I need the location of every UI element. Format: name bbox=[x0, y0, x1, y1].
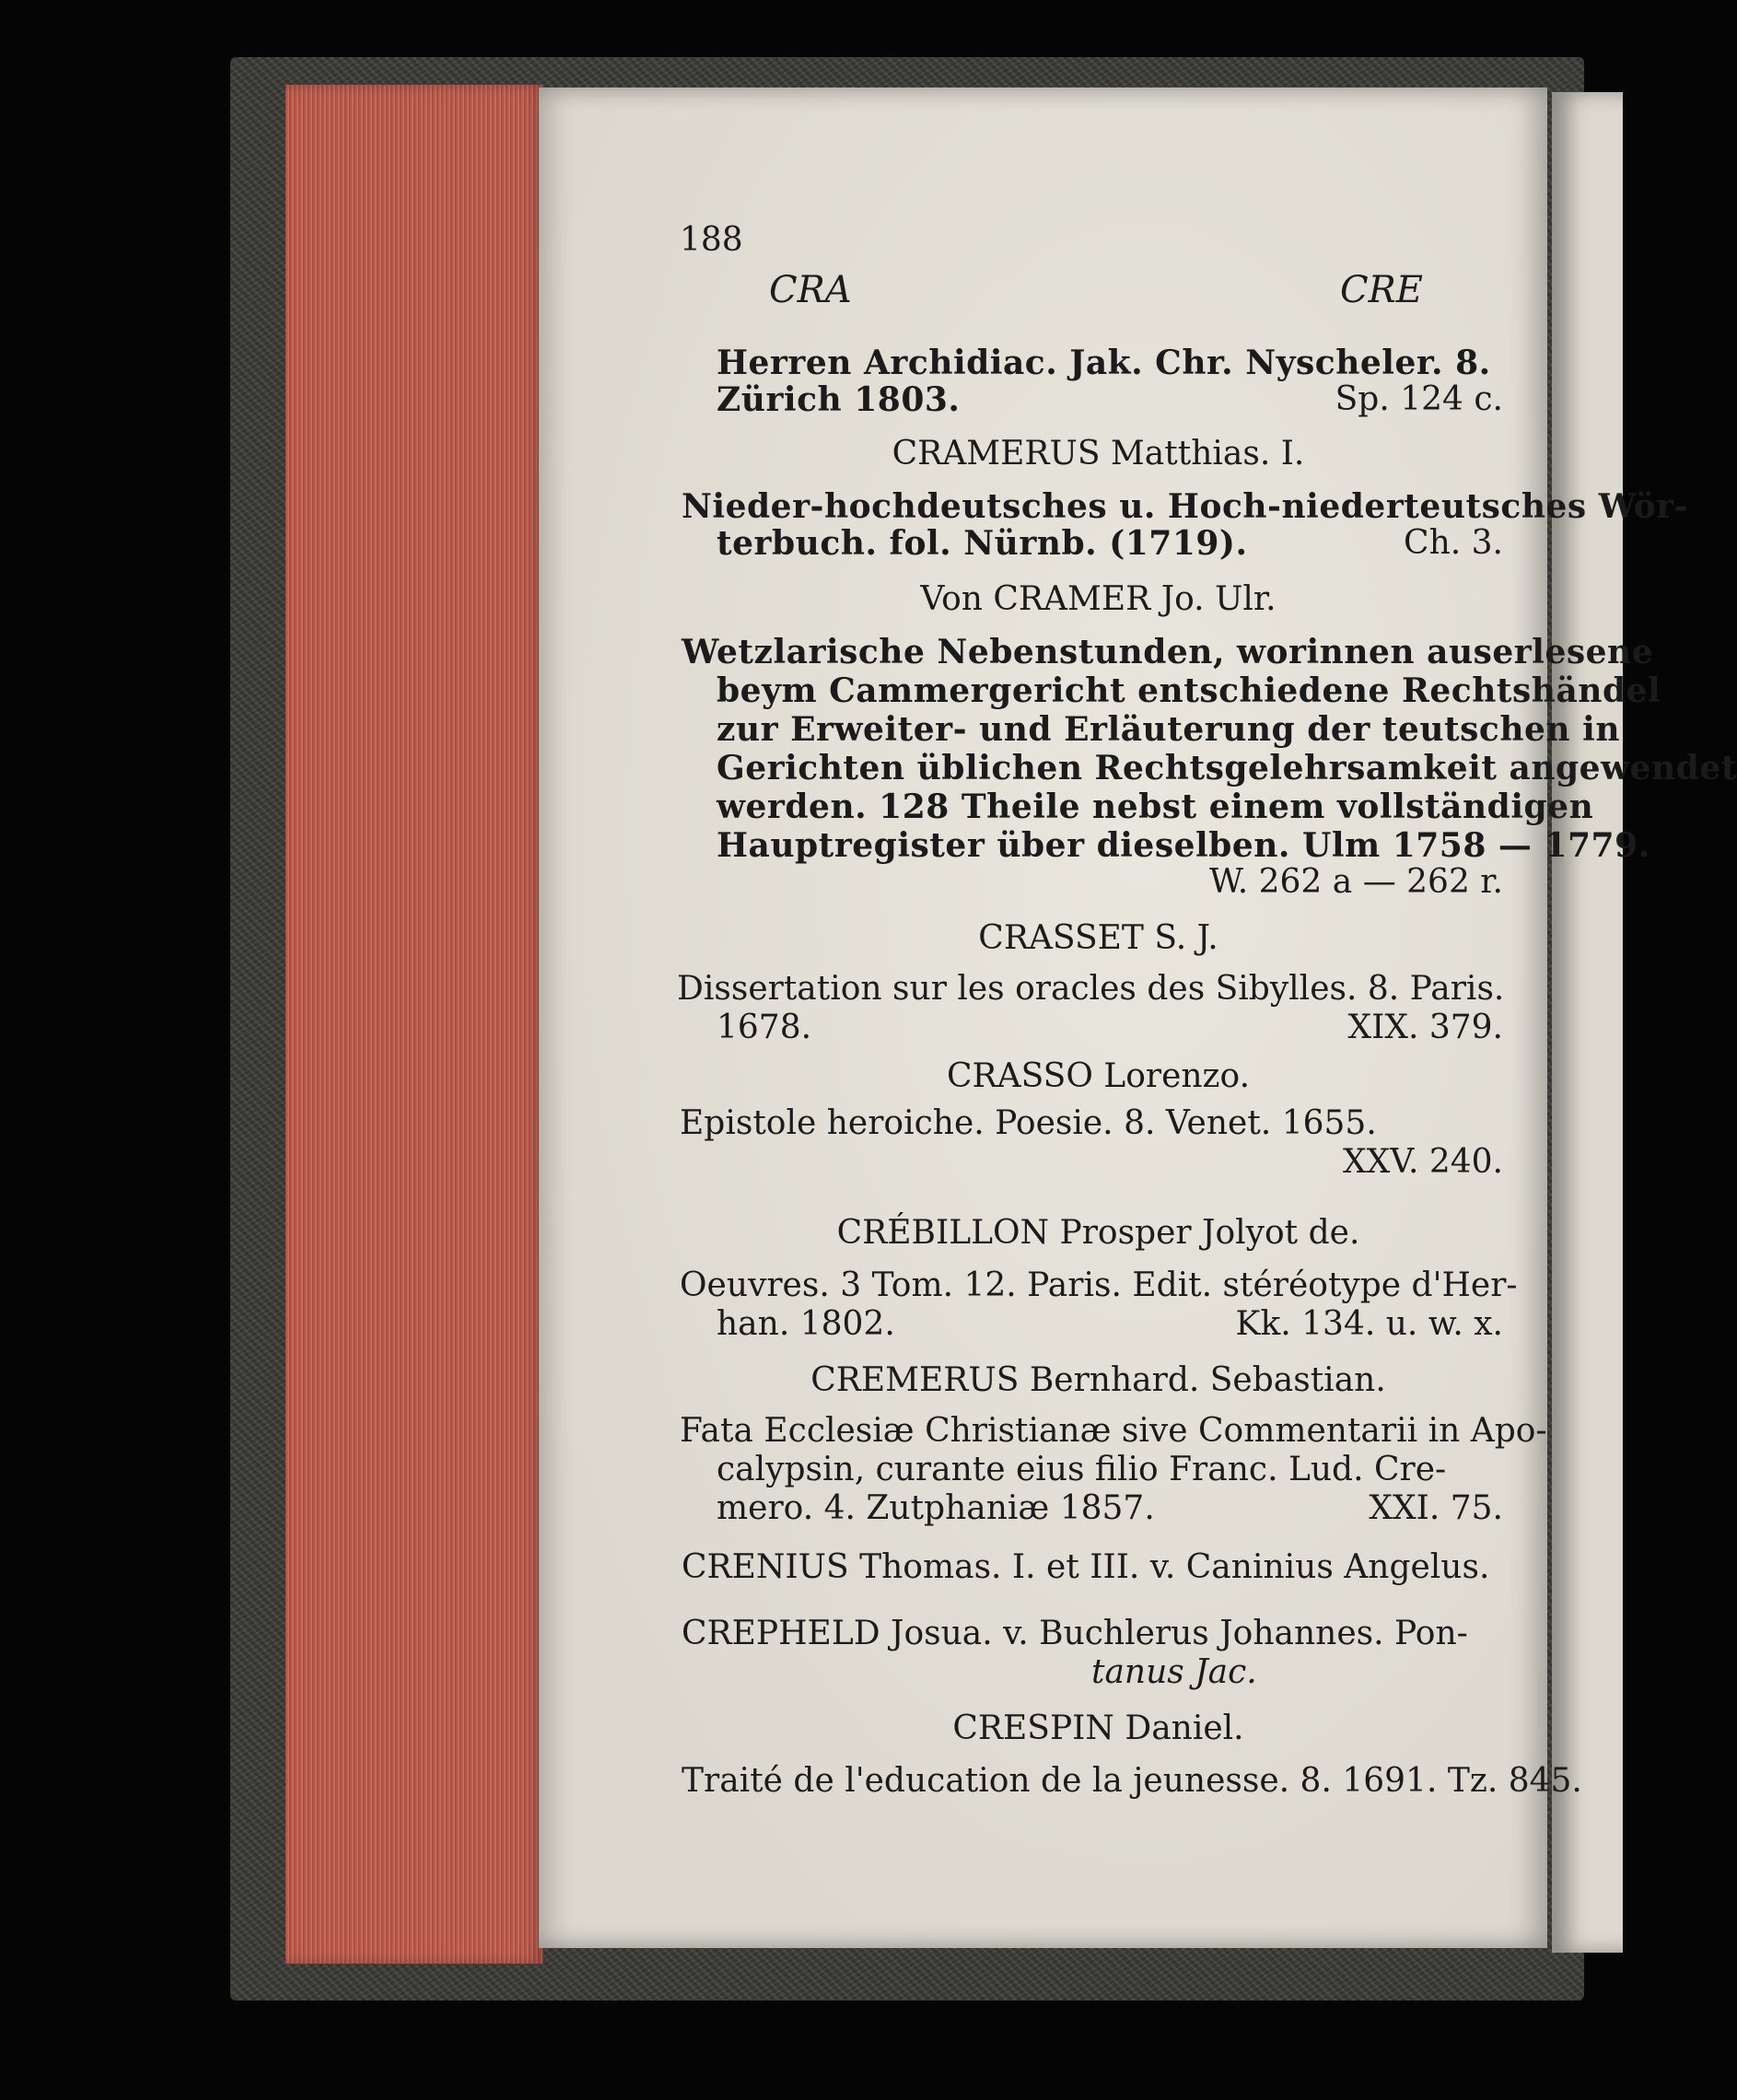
entry-reference: XIX. 379. bbox=[1347, 1009, 1503, 1046]
author-heading: CREPHELD Josua. v. Buchlerus Johannes. Pon- bbox=[682, 1615, 1468, 1652]
entry-reference: Ch. 3. bbox=[1404, 524, 1503, 562]
entry-line: mero. 4. Zutphaniæ 1857. bbox=[717, 1489, 1155, 1527]
entry-line: Traité de l'education de la jeunesse. 8. 1691. Tz. 845. bbox=[682, 1762, 1582, 1800]
author-heading: CRAMERUS Matthias. I. bbox=[892, 435, 1305, 472]
entry-line: tanus Jac. bbox=[1091, 1653, 1257, 1691]
entry-line: Epistole heroiche. Poesie. 8. Venet. 1655. bbox=[680, 1104, 1377, 1142]
entry-line: han. 1802. bbox=[717, 1305, 895, 1343]
entry-line: Zürich 1803. bbox=[717, 380, 961, 419]
entry-line: 1678. bbox=[717, 1009, 812, 1046]
entry-line: Fata Ecclesiæ Christianæ sive Commentarii in Apo- bbox=[680, 1412, 1547, 1450]
entry-reference: W. 262 a — 262 r. bbox=[1209, 863, 1503, 901]
entry-line: beym Cammergericht entschiedene Rechtshändel bbox=[717, 671, 1661, 710]
entry-line: Nieder-hochdeutsches u. Hoch-niederteutsches Wör- bbox=[682, 487, 1689, 526]
running-head-left: CRA bbox=[769, 269, 852, 311]
entry-line: werden. 128 Theile nebst einem vollständigen bbox=[717, 788, 1594, 826]
entry-line: Gerichten üblichen Rechtsgelehrsamkeit angewendet bbox=[717, 749, 1737, 788]
author-heading: CRASSO Lorenzo. bbox=[946, 1057, 1251, 1095]
facing-page-edge bbox=[1552, 92, 1623, 1953]
entry-line: Oeuvres. 3 Tom. 12. Paris. Edit. stéréotype d'Her- bbox=[680, 1266, 1518, 1304]
entry-reference: XXV. 240. bbox=[1342, 1143, 1503, 1181]
entry-line: Wetzlarische Nebenstunden, worinnen auserlesene bbox=[682, 633, 1654, 671]
author-heading: Von CRAMER Jo. Ulr. bbox=[920, 580, 1277, 618]
entry-line: terbuch. fol. Nürnb. (1719). bbox=[717, 524, 1248, 563]
author-heading: CRASSET S. J. bbox=[978, 919, 1218, 957]
page-edges bbox=[286, 85, 543, 1964]
entry-line: Hauptregister über dieselben. Ulm 1758 — 1779. bbox=[717, 826, 1650, 865]
author-heading: CRENIUS Thomas. I. et III. v. Caninius Angelus. bbox=[682, 1548, 1490, 1586]
entry-line: zur Erweiter- und Erläuterung der teutschen in bbox=[717, 710, 1620, 749]
entry-line: calypsin, curante eius filio Franc. Lud. Cre- bbox=[717, 1451, 1447, 1488]
author-heading: CRÉBILLON Prosper Jolyot de. bbox=[836, 1214, 1360, 1252]
entry-reference: Sp. 124 c. bbox=[1335, 380, 1503, 418]
page-number: 188 bbox=[680, 221, 743, 259]
entry-reference: XXI. 75. bbox=[1369, 1489, 1503, 1527]
running-head-right: CRE bbox=[1340, 269, 1423, 311]
author-heading: CRESPIN Daniel. bbox=[952, 1709, 1244, 1747]
entry-line: Dissertation sur les oracles des Sibylles. 8. Paris. bbox=[677, 970, 1505, 1008]
author-heading: CREMERUS Bernhard. Sebastian. bbox=[810, 1361, 1386, 1399]
entry-line: Herren Archidiac. Jak. Chr. Nyscheler. 8. bbox=[717, 344, 1491, 382]
entry-reference: Kk. 134. u. w. x. bbox=[1235, 1305, 1503, 1343]
